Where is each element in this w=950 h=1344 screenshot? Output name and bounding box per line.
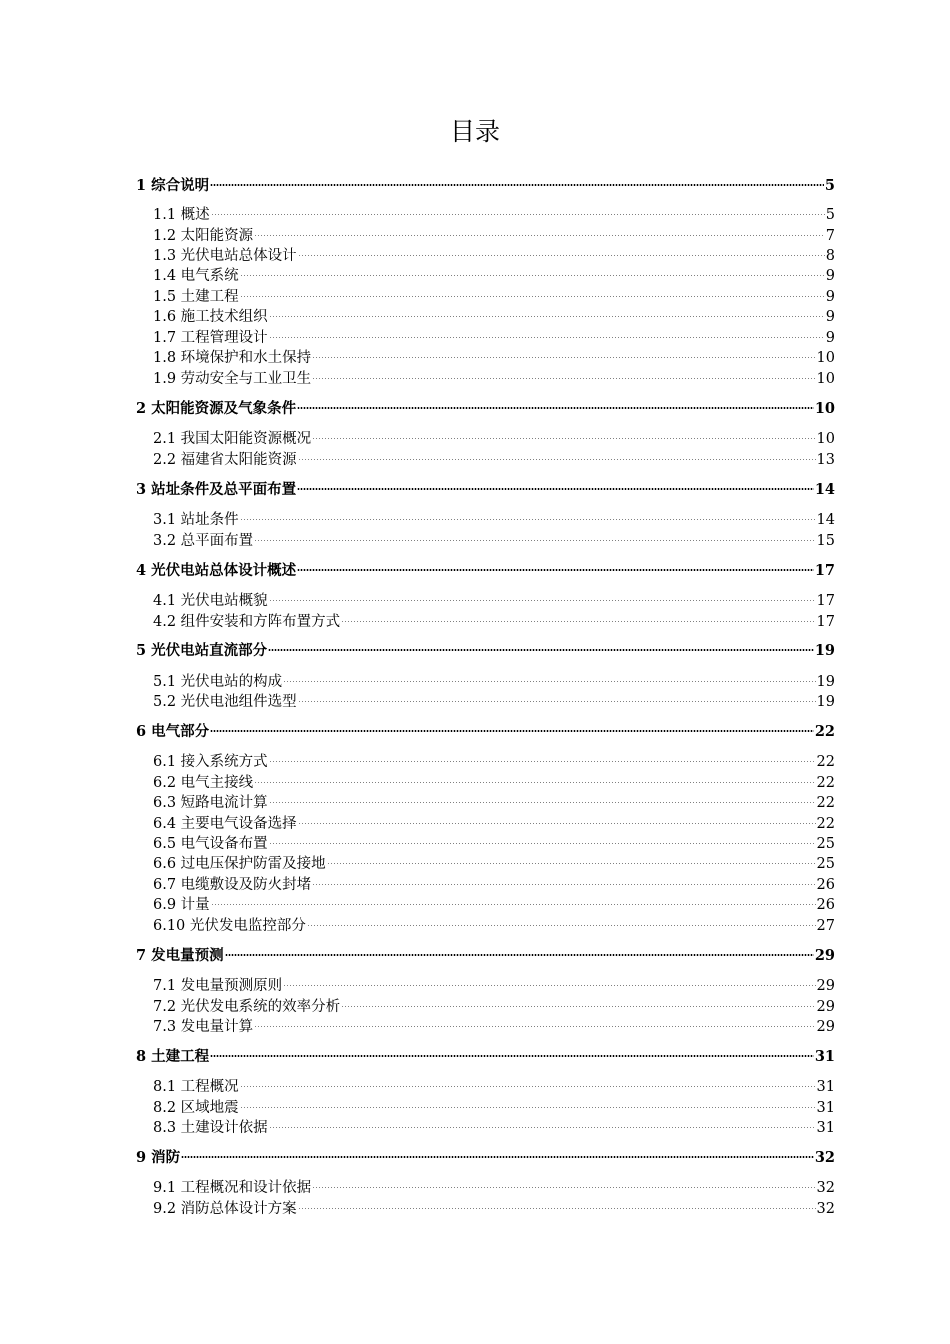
toc-entry-label: 2 太阳能资源及气象条件 [136,400,297,417]
toc-entry-label: 6.9 计量 [153,897,210,913]
toc-section-entry[interactable] [153,606,835,630]
dot-leader [283,970,815,990]
toc-entry-label: 1.3 光伏电站总体设计 [153,248,297,264]
dot-leader [312,342,815,362]
toc-entry-page-number: 10 [816,350,835,366]
toc-entry-page-number: 29 [816,978,835,994]
dot-leader [211,889,816,909]
toc-entry-page-number: 9 [825,289,835,305]
toc-entry-label: 5.1 光伏电站的构成 [153,674,283,690]
toc-entry-page-number: 22 [816,775,835,791]
toc-section-entry[interactable] [153,970,835,994]
toc-entry-page-number: 19 [816,694,835,710]
toc-section-entry[interactable] [153,666,835,690]
toc-entry-page-number: 10 [814,400,835,417]
toc-entry-page-number: 22 [816,795,835,811]
toc-entry-page-number: 9 [825,330,835,346]
toc-section-entry[interactable] [153,910,835,934]
dot-leader [327,848,816,868]
toc-section-entry[interactable] [153,686,835,710]
toc-entry-label: 4.2 组件安装和方阵布置方式 [153,614,341,630]
toc-section-entry[interactable] [153,1092,835,1116]
toc-entry-page-number: 26 [816,877,835,893]
dot-leader [254,1011,815,1031]
toc-entry-label: 1.4 电气系统 [153,268,239,284]
dot-leader [269,787,816,807]
toc-chapter-entry[interactable] [136,393,835,417]
toc-entry-label: 9.1 工程概况和设计依据 [153,1180,312,1196]
dot-leader [254,767,815,787]
toc-section-entry[interactable] [153,363,835,387]
toc-entry-page-number: 31 [816,1120,835,1136]
toc-entry-label: 1.5 土建工程 [153,289,239,305]
toc-section-entry[interactable] [153,1172,835,1196]
toc-entry-label: 2.1 我国太阳能资源概况 [153,431,312,447]
toc-section-entry[interactable] [153,444,835,468]
toc-entry-page-number: 22 [814,723,835,740]
toc-entry-label: 3 站址条件及总平面布置 [136,481,297,498]
toc-chapter-entry[interactable] [136,474,835,498]
toc-entry-page-number: 9 [825,268,835,284]
dot-leader [341,991,815,1011]
toc-entry-label: 1.1 概述 [153,207,210,223]
toc-chapter-entry[interactable] [136,555,835,579]
toc-section-entry[interactable] [153,199,835,223]
toc-entry-page-number: 31 [814,1048,835,1065]
toc-entry-label: 1.6 施工技术组织 [153,309,268,325]
toc-chapter-entry[interactable] [136,1142,835,1166]
toc-section-entry[interactable] [153,301,835,325]
dot-leader [269,585,816,605]
toc-entry-label: 9 消防 [136,1149,181,1166]
toc-entry-label: 7.2 光伏发电系统的效率分析 [153,999,341,1015]
dot-leader [240,281,825,301]
toc-entry-page-number: 27 [816,918,835,934]
dot-leader [269,322,825,342]
dot-leader [283,666,815,686]
toc-entry-label: 6.6 过电压保护防雷及接地 [153,856,326,872]
toc-section-entry[interactable] [153,342,835,366]
dot-leader [240,1071,816,1091]
toc-entry-label: 1 综合说明 [136,177,210,194]
toc-entry-page-number: 7 [825,228,835,244]
toc-entry-page-number: 5 [824,177,835,194]
toc-entry-page-number: 19 [816,674,835,690]
toc-chapter-entry[interactable] [136,716,835,740]
toc-entry-label: 6.5 电气设备布置 [153,836,268,852]
toc-entry-page-number: 10 [816,371,835,387]
toc-section-entry[interactable] [153,848,835,872]
toc-entry-page-number: 26 [816,897,835,913]
toc-entry-label: 4 光伏电站总体设计概述 [136,562,297,579]
toc-section-entry[interactable] [153,889,835,913]
toc-entry-label: 4.1 光伏电站概貌 [153,593,268,609]
toc-section-entry[interactable] [153,828,835,852]
dot-leader [225,940,814,960]
dot-leader [298,1193,816,1213]
dot-leader [210,1041,814,1061]
toc-entry-label: 6 电气部分 [136,723,210,740]
toc-entry-label: 6.3 短路电流计算 [153,795,268,811]
dot-leader [254,220,825,240]
dot-leader [312,869,815,889]
toc-section-entry[interactable] [153,808,835,832]
dot-leader [312,1172,815,1192]
toc-entry-page-number: 22 [816,816,835,832]
toc-entry-page-number: 32 [814,1149,835,1166]
toc-entry-label: 6.7 电缆敷设及防火封堵 [153,877,312,893]
toc-section-entry[interactable] [153,1112,835,1136]
toc-section-entry[interactable] [153,767,835,791]
dot-leader [240,1092,816,1112]
toc-entry-label: 3.1 站址条件 [153,512,239,528]
dot-leader [297,555,814,575]
toc-chapter-entry[interactable] [136,1041,835,1065]
dot-leader [240,260,825,280]
dot-leader [254,525,815,545]
toc-section-entry[interactable] [153,281,835,305]
dot-leader [312,423,815,443]
toc-section-entry[interactable] [153,423,835,447]
dot-leader [210,170,824,190]
toc-entry-label: 1.8 环境保护和水土保持 [153,350,312,366]
toc-entry-page-number: 29 [814,947,835,964]
dot-leader [269,828,816,848]
toc-title: 目录 [449,117,500,146]
toc-entry-label: 8.1 工程概况 [153,1079,239,1095]
toc-entry-page-number: 31 [816,1079,835,1095]
toc-entry-page-number: 14 [814,481,835,498]
dot-leader [269,1112,816,1132]
toc-entry-label: 7 发电量预测 [136,947,224,964]
toc-entry-label: 8.3 土建设计依据 [153,1120,268,1136]
toc-entry-label: 8 土建工程 [136,1048,210,1065]
toc-entry-page-number: 31 [816,1100,835,1116]
dot-leader [211,199,825,219]
dot-leader [307,910,816,930]
toc-entry-label: 1.2 太阳能资源 [153,228,254,244]
toc-chapter-entry[interactable] [136,635,835,659]
dot-leader [298,240,825,260]
dot-leader [297,474,814,494]
dot-leader [297,393,814,413]
toc-section-entry[interactable] [153,746,835,770]
dot-leader [298,808,816,828]
toc-entry-page-number: 5 [825,207,835,223]
toc-entry-label: 1.7 工程管理设计 [153,330,268,346]
toc-entry-page-number: 14 [816,512,835,528]
toc-section-entry[interactable] [153,525,835,549]
toc-entry-page-number: 32 [816,1180,835,1196]
dot-leader [341,606,815,626]
toc-section-entry[interactable] [153,1011,835,1035]
toc-section-entry[interactable] [153,991,835,1015]
toc-section-entry[interactable] [153,504,835,528]
dot-leader [298,686,816,706]
toc-entry-page-number: 9 [825,309,835,325]
toc-section-entry[interactable] [153,869,835,893]
dot-leader [312,363,815,383]
toc-section-entry[interactable] [153,240,835,264]
toc-entry-label: 5.2 光伏电池组件选型 [153,694,297,710]
toc-entry-page-number: 15 [816,533,835,549]
toc-section-entry[interactable] [153,1193,835,1217]
toc-chapter-entry[interactable] [136,170,835,194]
toc-entry-label: 8.2 区域地震 [153,1100,239,1116]
toc-entry-page-number: 8 [825,248,835,264]
dot-leader [181,1142,814,1162]
dot-leader [210,716,814,736]
toc-entry-page-number: 13 [816,452,835,468]
toc-entry-label: 3.2 总平面布置 [153,533,254,549]
toc-chapter-entry[interactable] [136,940,835,964]
toc-entry-page-number: 32 [816,1201,835,1217]
toc-section-entry[interactable] [153,220,835,244]
toc-entry-label: 6.1 接入系统方式 [153,754,268,770]
toc-entry-label: 6.10 光伏发电监控部分 [153,918,306,934]
toc-section-entry[interactable] [153,322,835,346]
toc-entry-page-number: 10 [816,431,835,447]
toc-entry-page-number: 29 [816,999,835,1015]
dot-leader [240,504,816,524]
toc-section-entry[interactable] [153,260,835,284]
toc-entry-label: 6.2 电气主接线 [153,775,254,791]
toc-entry-page-number: 25 [816,836,835,852]
toc-section-entry[interactable] [153,1071,835,1095]
toc-entry-page-number: 17 [814,562,835,579]
toc-entry-page-number: 17 [816,614,835,630]
toc-entry-label: 7.1 发电量预测原则 [153,978,283,994]
dot-leader [269,301,825,321]
toc-entry-label: 2.2 福建省太阳能资源 [153,452,297,468]
dot-leader [269,746,816,766]
toc-section-entry[interactable] [153,787,835,811]
toc-entry-label: 6.4 主要电气设备选择 [153,816,297,832]
toc-entry-label: 7.3 发电量计算 [153,1019,254,1035]
toc-entry-label: 5 光伏电站直流部分 [136,642,268,659]
dot-leader [268,635,814,655]
toc-section-entry[interactable] [153,585,835,609]
toc-entry-page-number: 19 [814,642,835,659]
toc-entry-page-number: 22 [816,754,835,770]
dot-leader [298,444,816,464]
toc-entry-page-number: 17 [816,593,835,609]
toc-entry-page-number: 25 [816,856,835,872]
toc-entry-label: 9.2 消防总体设计方案 [153,1201,297,1217]
toc-entry-label: 1.9 劳动安全与工业卫生 [153,371,312,387]
toc-entry-page-number: 29 [816,1019,835,1035]
